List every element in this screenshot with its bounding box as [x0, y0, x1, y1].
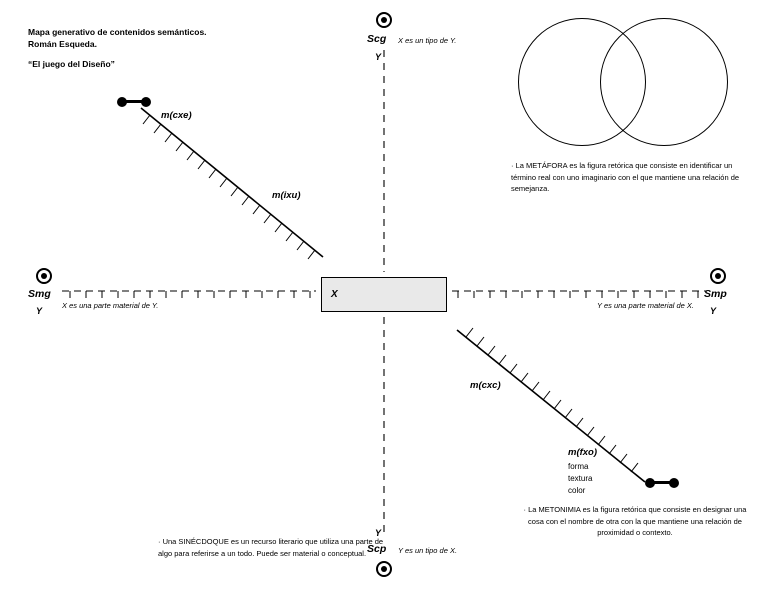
axis-code-left: Smg — [28, 288, 51, 300]
title-line-3: “El juego del Diseño” — [28, 58, 115, 69]
page-title — [28, 26, 288, 70]
branch-sub-list — [568, 461, 592, 497]
axis-y-top: Y — [375, 52, 382, 62]
venn-diagram — [518, 18, 748, 148]
title-line-1: Mapa generativo de contenidos semánticos. — [28, 27, 207, 37]
target-icon-top — [376, 12, 392, 28]
note-sinecdoque: · Una SINÉCDOQUE es un recurso literario que utiliza una parte de algo para referirse a un todo. Puede ser material o conceptual. — [158, 537, 384, 558]
dumbbell-icon-upper-left — [117, 96, 151, 108]
axis-y-bottom: Y — [375, 528, 382, 538]
dumbbell-icon-lower-right — [645, 477, 679, 489]
axis-code-top: Scg — [367, 33, 387, 45]
axis-desc-bottom: Y es un tipo de X. — [398, 546, 458, 555]
target-icon-left — [36, 268, 52, 284]
axis-desc-left: X es una parte material de Y. — [62, 301, 159, 310]
axis-desc-right: Y es una parte material de X. — [597, 301, 695, 310]
axis-y-left: Y — [36, 306, 43, 316]
axis-code-bottom: Scp — [367, 543, 387, 555]
axis-y-right: Y — [710, 306, 717, 316]
branch-label-cxe: m(cxe) — [161, 110, 192, 121]
center-node-x[interactable] — [321, 277, 447, 312]
branch-label-ixu: m(ixu) — [272, 190, 301, 201]
target-icon-right — [710, 268, 726, 284]
note-metafora: · La METÁFORA es la figura retórica que consiste en identificar un término real con uno imaginario con el que mantiene una relación de semejanza. — [511, 161, 740, 194]
dumbbell-dot-right — [669, 478, 679, 488]
center-node-label: X — [331, 289, 338, 300]
dumbbell-dot-right — [141, 97, 151, 107]
branch-label-fxo: m(fxo) — [568, 447, 598, 458]
dumbbell-dot-left — [117, 97, 127, 107]
dumbbell-dot-left — [645, 478, 655, 488]
branch-sub-item-color: color — [568, 486, 586, 495]
branch-sub-item-forma: forma — [568, 462, 589, 471]
title-line-2: Román Esqueda. — [28, 39, 97, 50]
venn-circle-right — [600, 18, 728, 146]
branch-sub-item-textura: textura — [568, 474, 593, 483]
axis-code-right: Smp — [704, 288, 727, 300]
axis-desc-top: X es un tipo de Y. — [398, 36, 457, 45]
branch-label-cxc: m(cxc) — [470, 380, 501, 391]
target-icon-bottom — [376, 561, 392, 577]
note-metonimia: · La METONIMIA es la figura retórica que consiste en designar una cosa con el nombre de otra con la que mantiene una relación de proximidad o contexto. — [523, 505, 747, 538]
